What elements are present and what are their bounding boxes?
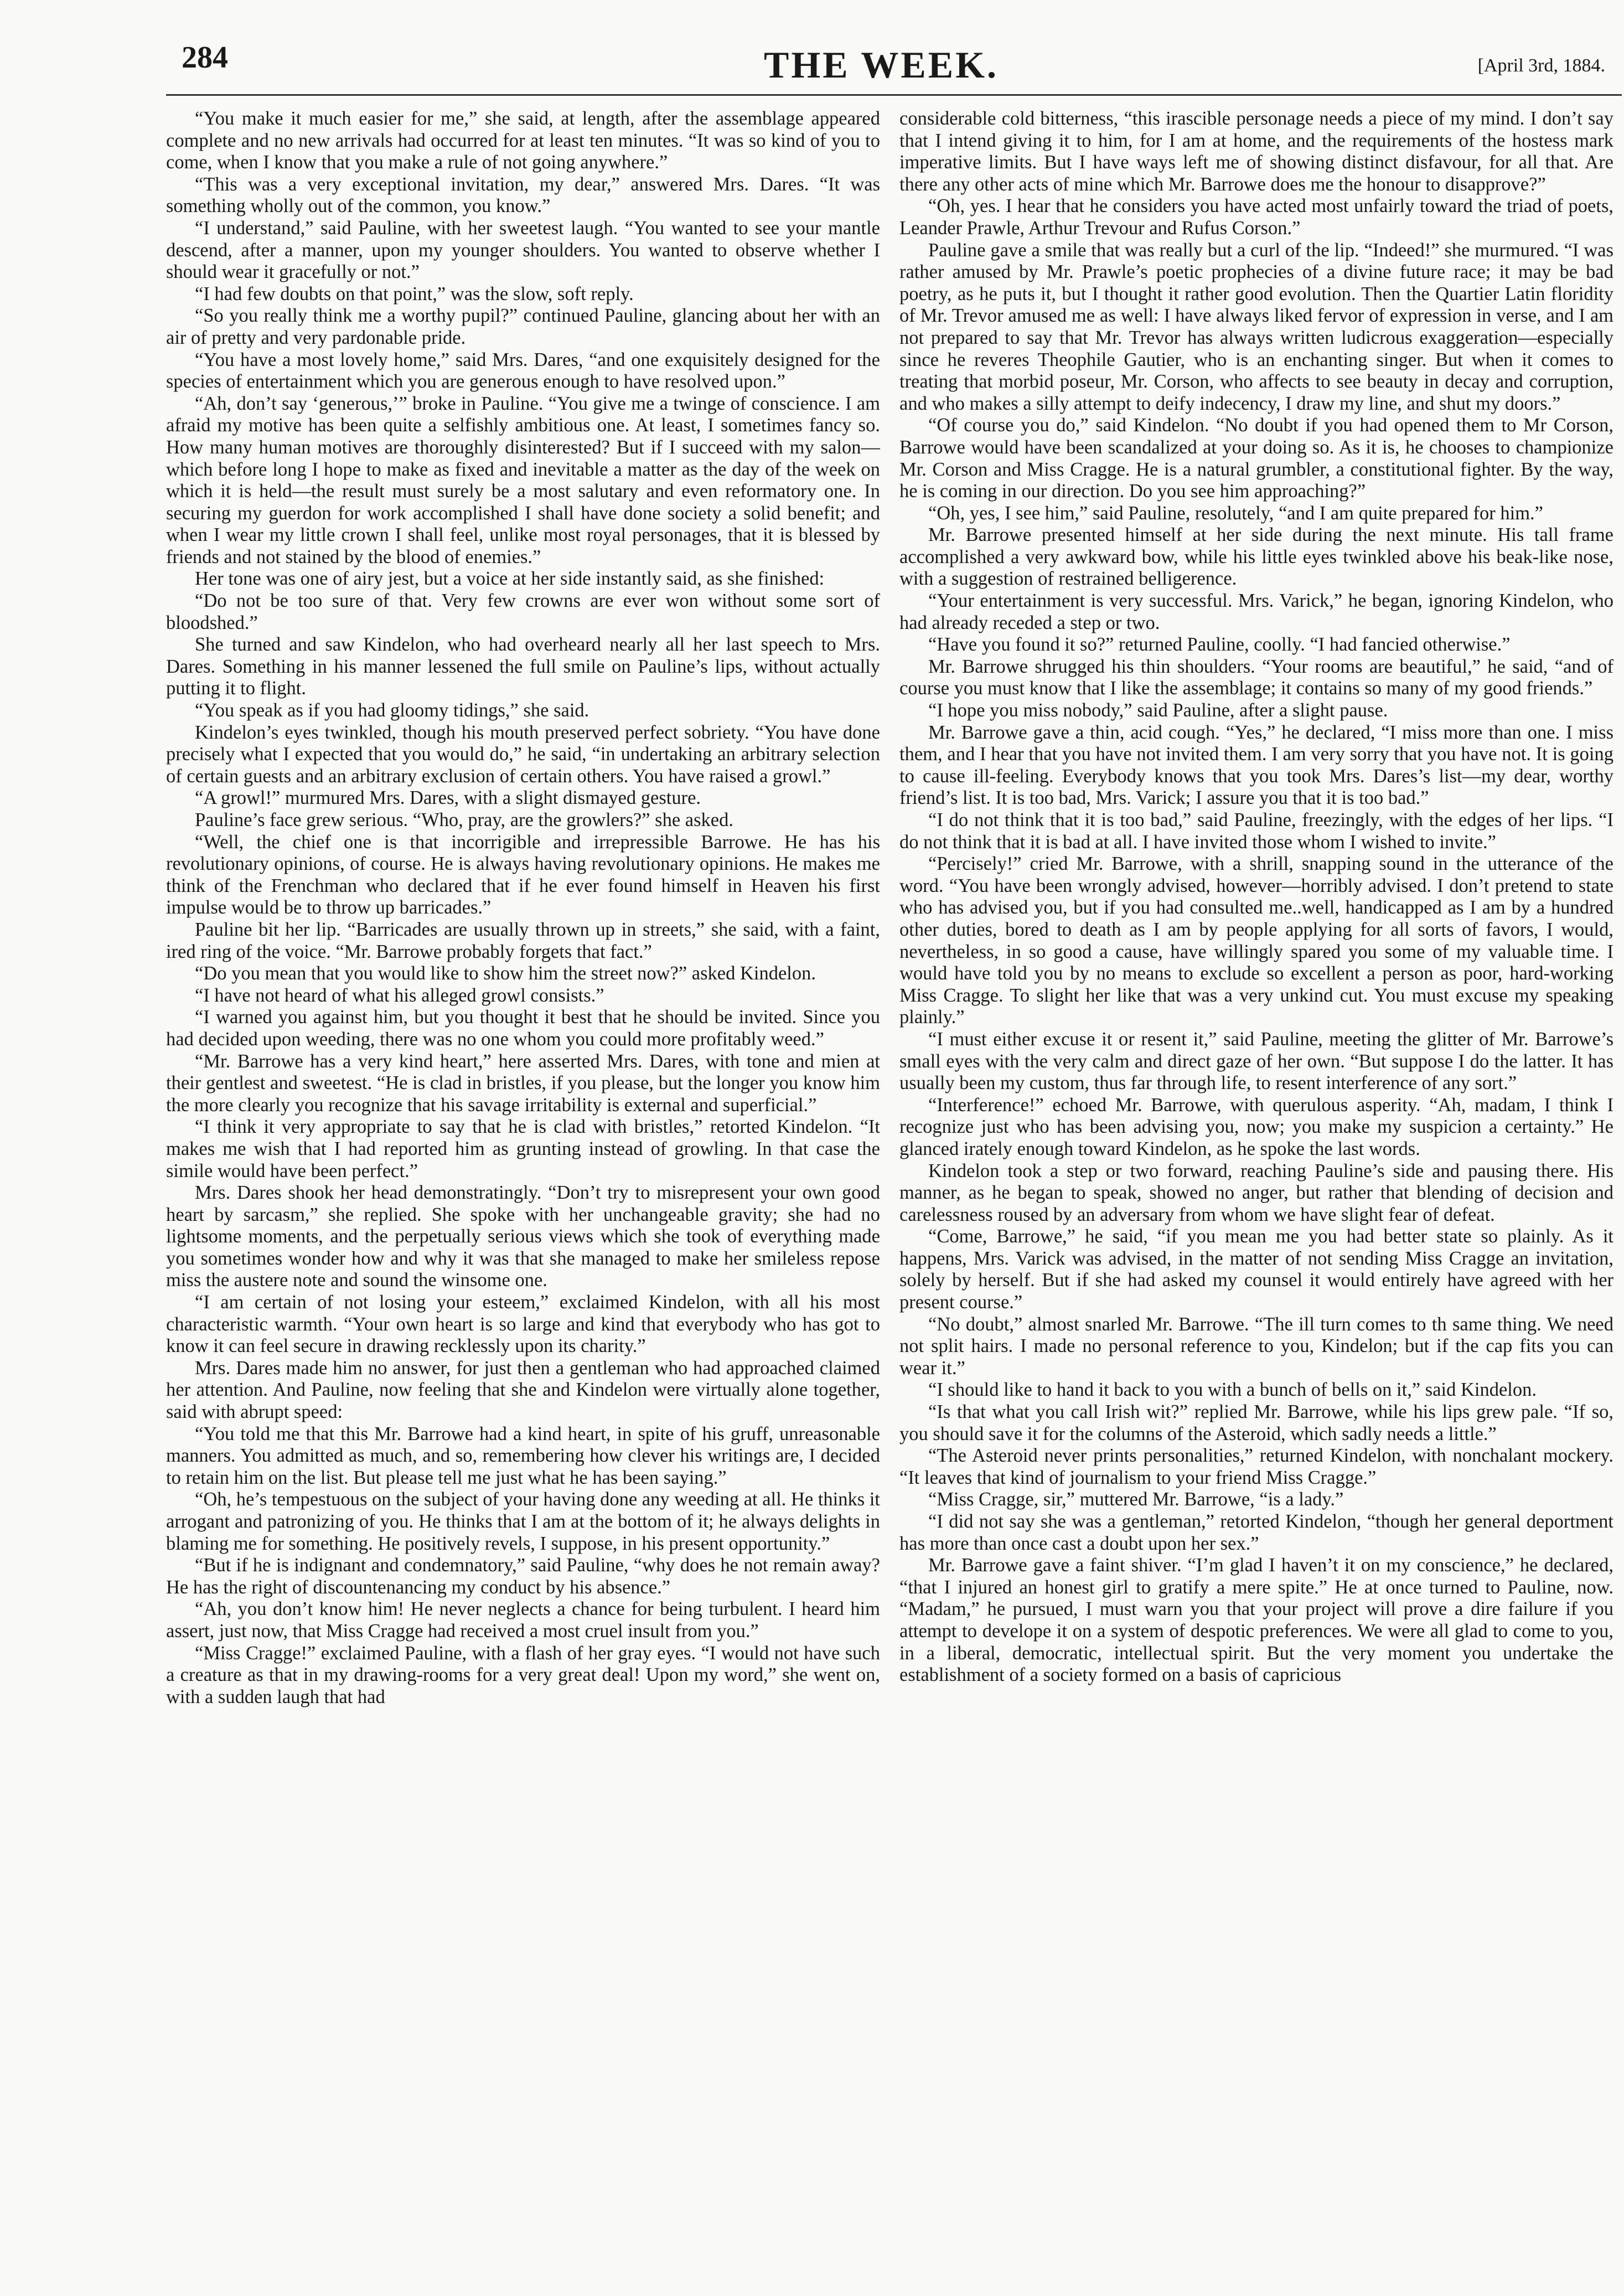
paragraph: “I do not think that it is too bad,” said Pauline, freezingly, with the edges of her lips. “I do not think that it is bad at all. I have invited those whom I wished to invite.” xyxy=(899,809,1613,853)
paragraph: “So you really think me a worthy pupil?” continued Pauline, glancing about her with an air of pretty and very pardonable pride. xyxy=(166,305,880,348)
paragraph: “Do you mean that you would like to show him the street now?” asked Kindelon. xyxy=(195,963,816,984)
paragraph: “You have a most lovely home,” said Mrs. Dares, “and one exquisitely designed for the species of entertainment which you are generous enough to have resolved upon.” xyxy=(166,349,880,393)
paragraph: “Miss Cragge, sir,” muttered Mr. Barrowe, “is a lady.” xyxy=(928,1489,1344,1510)
paragraph: “The Asteroid never prints personalities,” returned Kindelon, with nonchalant mockery. “It leaves that kind of journalism to your friend Miss Cragge.” xyxy=(899,1445,1613,1488)
paragraph: “Your entertainment is very successful. Mrs. Varick,” he began, ignoring Kindelon, who had already receded a step or two. xyxy=(899,590,1613,633)
paragraph: “I had few doubts on that point,” was the slow, soft reply. xyxy=(195,283,634,305)
paragraph: Kindelon’s eyes twinkled, though his mouth preserved perfect sobriety. “You have done precisely what I expected that you would do,” he said, “in undertaking an arbitrary selection of certain guests and an arbitrary exclusion of certain others. You have raised a growl.” xyxy=(166,721,880,787)
paragraph: Pauline gave a smile that was really but a curl of the lip. “Indeed!” she murmured. “I was rather amused by Mr. Prawle’s poetic prophecies of a divine future race; it may be bad poetry, as he puts it, but I thought it rather good evolution. Then the Quartier Latin floridity of Mr. Trevor amused me as well: I have always liked fervor of expression in verse, and I am not prepared to say that Mr. Trevor has always written ludicrous exaggeration—especially since he reveres Theophile Gautier, who is an enchanting singer. But when it comes to treating that morbid poseur, Mr. Corson, who affects to see beauty in decay and corruption, and who makes a silly attempt to deify indecency, I draw my line, and shut my doors.” xyxy=(899,239,1613,414)
paragraph: “Mr. Barrowe has a very kind heart,” here asserted Mrs. Dares, with tone and mien at their gentlest and sweetest. “He is clad in bristles, if you please, but the longer you know him the more clearly you recognize that his savage irritability is external and superficial.” xyxy=(166,1050,880,1116)
paragraph: “A growl!” murmured Mrs. Dares, with a slight dismayed gesture. xyxy=(195,787,701,809)
paragraph: “Interference!” echoed Mr. Barrowe, with querulous asperity. “Ah, madam, I think I recognize just who has been advising you, now; you make my suspicion a certainty.” He glanced irately enough toward Kindelon, as he spoke the last words. xyxy=(899,1094,1613,1159)
paragraph: considerable cold bitterness, “this irascible personage needs a piece of my mind. I don’t say that I intend giving it to him, for I am at home, and the requirements of the hostess mark imperative limits. But I have ways left me of showing distinct disfavour, for all that. Are there any other acts of mine which Mr. Barrowe does me the honour to disapprove?” xyxy=(899,108,1613,195)
paragraph: Mr. Barrowe gave a thin, acid cough. “Yes,” he declared, “I miss more than one. I miss them, and I hear that you have not invited them. I am very sorry that you have not. It is going to cause ill-feeling. Everybody knows that you took Mrs. Dares’s list—my dear, worthy friend’s list. It is too bad, Mrs. Varick; I assure you that it is too bad.” xyxy=(899,721,1613,809)
paragraph: Mr. Barrowe shrugged his thin shoulders. “Your rooms are beautiful,” he said, “and of course you must know that I like the assemblage; it contains so many of my good friends.” xyxy=(899,656,1613,699)
paragraph: “I warned you against him, but you thought it best that he should be invited. Since you had decided upon weeding, there was no one whom you could more profitably weed.” xyxy=(166,1007,880,1050)
paragraph: Her tone was one of airy jest, but a voice at her side instantly said, as she finished: xyxy=(195,568,825,590)
paragraph: Pauline’s face grew serious. “Who, pray, are the growlers?” she asked. xyxy=(195,809,733,830)
paragraph: “I am certain of not losing your esteem,” exclaimed Kindelon, with all his most characteristic warmth. “Your own heart is so large and kind that everybody who has got to know it can feel secure in drawing recklessly upon its charity.” xyxy=(166,1292,880,1357)
paragraph: “Have you found it so?” returned Pauline, coolly. “I had fancied otherwise.” xyxy=(928,634,1511,656)
paragraph: “I hope you miss nobody,” said Pauline, after a slight pause. xyxy=(928,700,1388,721)
paragraph: “Ah, you don’t know him! He never neglects a chance for being turbulent. I heard him assert, just now, that Miss Cragge had received a most cruel insult from you.” xyxy=(166,1598,880,1642)
paragraph: “Ah, don’t say ‘generous,’” broke in Pauline. “You give me a twinge of conscience. I am afraid my motive has been quite a selfishly ambitious one. At least, I sometimes fancy so. How many human motives are thoroughly disinterested? But if I succeed with my salon—which before long I hope to make as fixed and inevitable a matter as the day of the week on which it is held—the result must surely be a most salutary and even reformatory one. In securing my guerdon for work accomplished I shall have done society a solid benefit; and when I wear my little crown I shall feel, unlike most royal personages, that it is blessed by friends and not stained by the blood of enemies.” xyxy=(166,393,880,567)
page-header xyxy=(166,40,1624,90)
left-column xyxy=(166,108,880,2289)
paragraph: She turned and saw Kindelon, who had overheard nearly all her last speech to Mrs. Dares. Something in his manner lessened the full smile on Pauline’s lips, without actually putting it to flight. xyxy=(166,634,880,699)
paragraph: “I should like to hand it back to you with a bunch of bells on it,” said Kindelon. xyxy=(928,1379,1537,1401)
paragraph: “I think it very appropriate to say that he is clad with bristles,” retorted Kindelon. “It makes me wish that I had reported him as grunting instead of growling. In that case the simile would have been perfect.” xyxy=(166,1116,880,1181)
paragraph: “Come, Barrowe,” he said, “if you mean me you had better state so plainly. As it happens, Mrs. Varick was advised, in the matter of not sending Miss Cragge an invitation, solely by herself. But if she had asked my counsel it would entirely have agreed with her present course.” xyxy=(899,1226,1613,1313)
paragraph: “But if he is indignant and condemnatory,” said Pauline, “why does he not remain away? He has the right of discountenancing my conduct by his absence.” xyxy=(166,1555,880,1598)
paragraph: “Percisely!” cried Mr. Barrowe, with a shrill, snapping sound in the utterance of the word. “You have been wrongly advised, however—horribly advised. I don’t pretend to state who has advised you, but if you had consulted me..well, handicapped as I am by a hundred other duties, bored to death as I am by people applying for all sorts of favors, I would, nevertheless, in so good a cause, have willingly spared you some of my valuable time. I would have told you by no means to exclude so excellent a person as poor, hard-working Miss Cragge. To slight her like that was a very unkind cut. You must excuse my speaking plainly.” xyxy=(899,853,1613,1028)
paragraph: “Is that what you call Irish wit?” replied Mr. Barrowe, while his lips grew pale. “If so, you should save it for the columns of the Asteroid, which sadly needs a little.” xyxy=(899,1401,1613,1444)
paragraph: “Do not be too sure of that. Very few crowns are ever won without some sort of bloodshed.” xyxy=(166,590,880,633)
paragraph: “You make it much easier for me,” she said, at length, after the assemblage appeared complete and no new arrivals had occurred for at least ten minutes. “It was so kind of you to come, when I know that you make a rule of not going anywhere.” xyxy=(166,108,880,173)
paragraph: Mrs. Dares shook her head demonstratingly. “Don’t try to misrepresent your own good heart by sarcasm,” she replied. She spoke with her unchangeable gravity; she had no lightsome moments, and the perpetually serious views which she took of everything made you sometimes wonder how and why it was that she managed to make her smileless repose miss the austere note and sound the winsome one. xyxy=(166,1182,880,1291)
paragraph: Pauline bit her lip. “Barricades are usually thrown up in streets,” she said, with a faint, ired ring of the voice. “Mr. Barrowe probably forgets that fact.” xyxy=(166,919,880,962)
paragraph: Mrs. Dares made him no answer, for just then a gentleman who had approached claimed her attention. And Pauline, now feeling that she and Kindelon were virtually alone together, said with abrupt speed: xyxy=(166,1357,880,1423)
paragraph: Mr. Barrowe gave a faint shiver. “I’m glad I haven’t it on my conscience,” he declared, “that I injured an honest girl to gratify a mere spite.” He at once turned to Pauline, now. “Madam,” he pursued, I must warn you that your project will prove a dire failure if you attempt to develope it on a system of despotic preferences. We were all glad to come to you, in a liberal, democratic, intellectual spirit. But the very moment you undertake the establishment of a society formed on a basis of capricious xyxy=(899,1555,1613,1686)
issue-date: [April 3rd, 1884. xyxy=(1477,55,1605,76)
paragraph: “Oh, yes. I hear that he considers you have acted most unfairly toward the triad of poets, Leander Prawle, Arthur Trevour and Rufus Corson.” xyxy=(899,195,1613,239)
paragraph: “Oh, yes, I see him,” said Pauline, resolutely, “and I am quite prepared for him.” xyxy=(928,502,1543,524)
paragraph: “Of course you do,” said Kindelon. “No doubt if you had opened them to Mr Corson, Barrowe would have been scandalized at your doing so. As it is, he chooses to championize Mr. Corson and Miss Cragge. He is a natural grumbler, a constitutional fighter. By the way, he is coming in our direction. Do you see him approaching?” xyxy=(899,415,1613,502)
paragraph: “This was a very exceptional invitation, my dear,” answered Mrs. Dares. “It was something wholly out of the common, you know.” xyxy=(166,173,880,217)
paragraph: “You told me that this Mr. Barrowe had a kind heart, in spite of his gruff, unreasonable manners. You admitted as much, and so, remembering how clever his writings are, I decided to retain him on the list. But please tell me just what he has been saying.” xyxy=(166,1423,880,1488)
paragraph: “Well, the chief one is that incorrigible and irrepressible Barrowe. He has his revolutionary opinions, of course. He is always having revolutionary opinions. He makes me think of the Frenchman who declared that if he ever found himself in Heaven his first impulse would be to throw up barricades.” xyxy=(166,831,880,919)
paragraph: Mr. Barrowe presented himself at her side during the next minute. His tall frame accomplished a very awkward bow, while his little eyes twinkled above his beak-like nose, with a suggestion of restrained belligerence. xyxy=(899,524,1613,590)
page-number: 284 xyxy=(182,40,228,75)
header-rule xyxy=(166,94,1622,96)
paragraph: “No doubt,” almost snarled Mr. Barrowe. “The ill turn comes to th same thing. We need not split hairs. I made no personal reference to you, Kindelon; but if the cap fits you can wear it.” xyxy=(899,1313,1613,1379)
journal-title: THE WEEK. xyxy=(764,44,999,86)
paragraph: “I understand,” said Pauline, with her sweetest laugh. “You wanted to see your mantle descend, after a manner, upon my younger shoulders. You wanted to observe whether I should wear it gracefully or not.” xyxy=(166,217,880,283)
right-column xyxy=(899,108,1613,2289)
paragraph: “You speak as if you had gloomy tidings,” she said. xyxy=(195,700,589,721)
paragraph: “I did not say she was a gentleman,” retorted Kindelon, “though her general deportment has more than once cast a doubt upon her sex.” xyxy=(899,1511,1613,1554)
paragraph: “Oh, he’s tempestuous on the subject of your having done any weeding at all. He thinks it arrogant and patronizing of you. He thinks that I am at the bottom of it; he always delights in blaming me for something. He positively revels, I suppose, in his present opportunity.” xyxy=(166,1489,880,1554)
paragraph: “I have not heard of what his alleged growl consists.” xyxy=(195,984,604,1006)
paragraph: “I must either excuse it or resent it,” said Pauline, meeting the glitter of Mr. Barrowe’s small eyes with the very calm and direct gaze of her own. “But suppose I do the latter. It has usually been my custom, thus far through life, to resent interference of any sort.” xyxy=(899,1028,1613,1094)
paragraph: “Miss Cragge!” exclaimed Pauline, with a flash of her gray eyes. “I would not have such a creature as that in my drawing-rooms for a very great deal! Upon my word,” she went on, with a sudden laugh that had xyxy=(166,1642,880,1707)
paragraph: Kindelon took a step or two forward, reaching Pauline’s side and pausing there. His manner, as he began to speak, showed no anger, but rather that blending of decision and carelessness roused by an adversary from whom we have slight fear of defeat. xyxy=(899,1160,1613,1225)
